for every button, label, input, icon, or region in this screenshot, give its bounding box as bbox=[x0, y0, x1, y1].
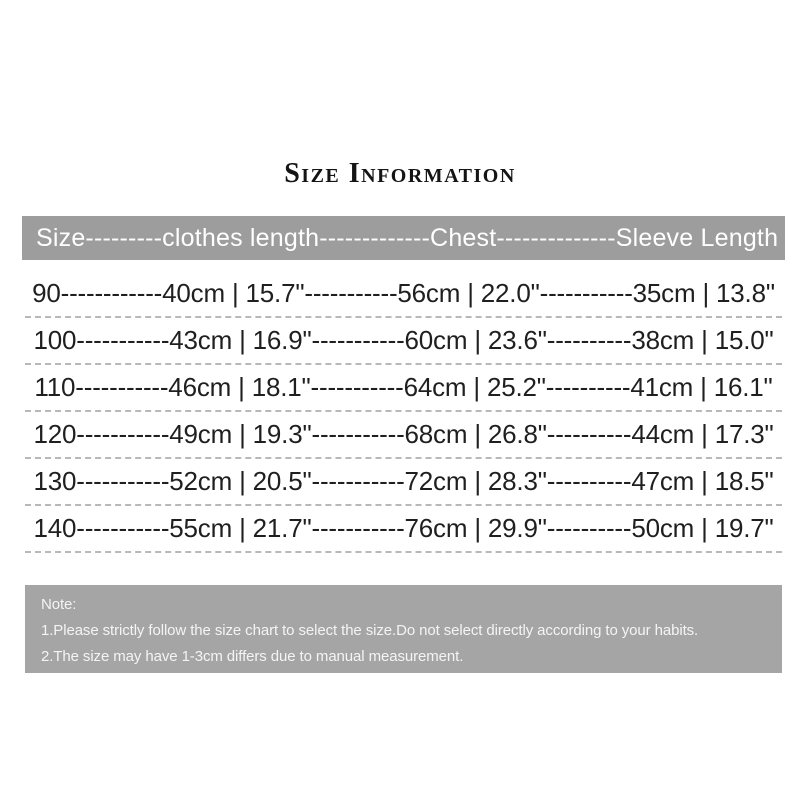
size-table bbox=[25, 271, 782, 553]
note-heading: Note: bbox=[41, 596, 77, 613]
table-row: 140-----------55cm | 21.7"-----------76cm | 29.9"----------50cm | 19.7" bbox=[25, 506, 782, 553]
table-row: 110-----------46cm | 18.1"-----------64cm | 25.2"----------41cm | 16.1" bbox=[25, 365, 782, 412]
table-header-line: Size---------clothes length-------------Chest--------------Sleeve Length bbox=[36, 223, 779, 252]
table-row: 100-----------43cm | 16.9"-----------60cm | 23.6"----------38cm | 15.0" bbox=[25, 318, 782, 365]
table-row: 130-----------52cm | 20.5"-----------72cm | 28.3"----------47cm | 18.5" bbox=[25, 459, 782, 506]
page-title: Size Information bbox=[284, 158, 516, 189]
note-line: 2.The size may have 1-3cm differs due to manual measurement. bbox=[41, 648, 464, 665]
table-row: 90------------40cm | 15.7"-----------56cm | 22.0"-----------35cm | 13.8" bbox=[25, 271, 782, 318]
note-line: 1.Please strictly follow the size chart to select the size.Do not select directly according to your habits. bbox=[41, 622, 699, 639]
table-header bbox=[22, 216, 785, 260]
table-row: 120-----------49cm | 19.3"-----------68cm | 26.8"----------44cm | 17.3" bbox=[25, 412, 782, 459]
note-box bbox=[25, 585, 782, 673]
